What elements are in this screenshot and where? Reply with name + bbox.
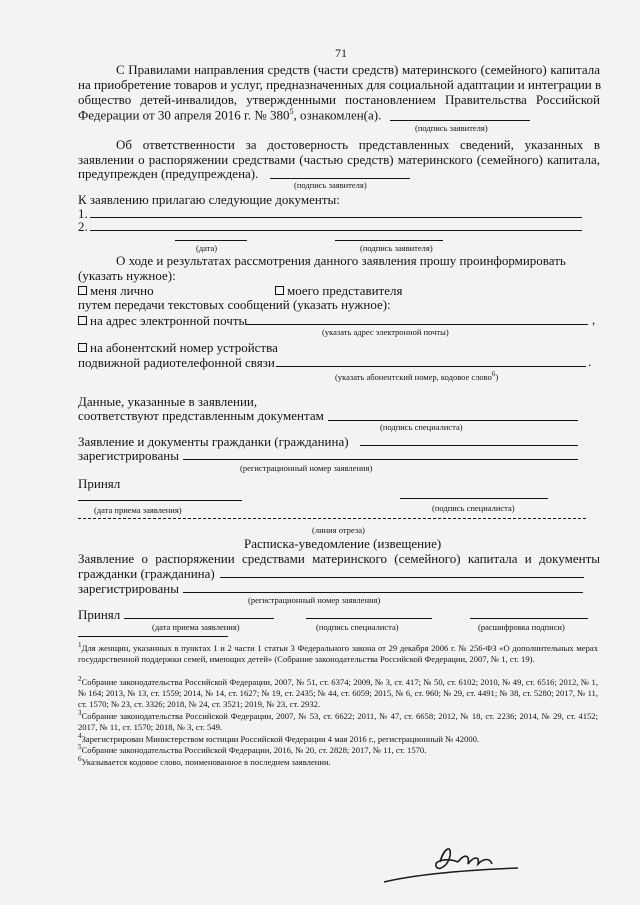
registration-number-line-1[interactable]	[183, 459, 578, 460]
footnote-5: $^5$Собрание законодательства Российской Федерации, 2016, № 20, ст. 2828; 2017, № 11, ст. 1570.	[78, 743, 427, 755]
attachment-item-2-label: 2.	[78, 219, 88, 234]
para1-line4: Федерации от 30 апреля 2016 г. № $380^5$, ознакомлен(а).	[78, 107, 382, 123]
phone-dot: .	[588, 354, 592, 369]
footnote-separator	[78, 636, 228, 637]
email-field-line[interactable]	[246, 324, 588, 325]
signature-decode-line[interactable]	[470, 618, 588, 619]
option-representative[interactable]: моего представителя	[275, 283, 402, 299]
receipt-line2: гражданки (гражданина)	[78, 566, 215, 581]
cut-line	[78, 518, 586, 519]
option-phone-line2: подвижной радиотелефонной связи	[78, 355, 275, 370]
page-number: 71	[335, 46, 347, 60]
para1-line1: С Правилами направления средств (части средств) материнского (семейного) капитала	[116, 62, 600, 77]
footnote-ref-5: 5	[289, 107, 294, 116]
applicant-signature-line-2[interactable]	[270, 178, 410, 179]
phone-field-line[interactable]	[276, 366, 586, 367]
specialist-signature-caption-3: (подпись специалиста)	[316, 622, 399, 632]
via-text-messages: путем передачи текстовых сообщений (указать нужное):	[78, 297, 391, 312]
option-email[interactable]: на адрес электронной почты	[78, 313, 247, 329]
para1-line3: общество детей-инвалидов, утвержденными постановлением Правительства Российской	[78, 92, 600, 107]
cut-line-caption: (линия отреза)	[312, 525, 365, 535]
checkbox-icon[interactable]	[78, 316, 87, 325]
applicant-signature-line-1[interactable]	[390, 120, 530, 121]
attachment-item-1-line[interactable]	[90, 217, 582, 218]
checkbox-icon[interactable]	[78, 286, 87, 295]
applicant-signature-caption-2: (подпись заявителя)	[294, 180, 367, 190]
email-comma: ,	[592, 312, 596, 327]
footnote-3: $^3$Собрание законодательства Российской Федерации, 2007, № 53, ст. 6622; 2011, № 47, ст. 6658; 2012, № 18, ст. 2236; 2014, № 29, ст. 4152; 2017, № 11, ст. 1570; 2018, № 3, ст. 549.	[78, 709, 598, 732]
data-match-line1: Данные, указанные в заявлении,	[78, 394, 258, 409]
para2-line1: Об ответственности за достоверность представленных сведений, указанных в	[116, 137, 600, 152]
specialist-signature-line-2[interactable]	[400, 498, 548, 499]
receipt-line3: зарегистрированы	[78, 581, 179, 596]
acceptance-date-caption-2: (дата приема заявления)	[152, 622, 240, 632]
receipt-line1: Заявление о распоряжении средствами материнского (семейного) капитала и документы	[78, 551, 600, 566]
registration-number-caption-1: (регистрационный номер заявления)	[240, 463, 373, 473]
applicant-signature-caption-3: (подпись заявителя)	[360, 243, 433, 253]
footnote-1: $^1$Для женщин, указанных в пунктах 1 и 2 части 1 статьи 3 Федерального закона от 29 декабря 2006 г. № 256-ФЗ «О дополнительных мерах государственной поддержки семей, имеющих детей» (Собрание законодательства Российской Федерации, 2007, № 1, ст. 19).	[78, 641, 598, 664]
handwritten-signature	[378, 840, 528, 890]
attachment-item-2-line[interactable]	[90, 230, 582, 231]
inform-line1: О ходе и результатах рассмотрения данного заявления прошу проинформировать	[116, 253, 566, 268]
para1-line2: на приобретение товаров и услуг, предназначенных для социальной адаптации и интеграции в	[78, 77, 602, 92]
acceptance-date-line-2[interactable]	[124, 618, 274, 619]
specialist-signature-line-3[interactable]	[306, 618, 432, 619]
acceptance-date-line-1[interactable]	[78, 500, 242, 501]
applicant-signature-caption-1: (подпись заявителя)	[415, 123, 488, 133]
accepted-label-2: Принял	[78, 607, 121, 622]
acceptance-date-caption-1: (дата приема заявления)	[94, 505, 182, 515]
footnote-4: $^4$Зарегистрирован Министерством юстиции Российской Федерации 4 мая 2016 г., регистрационный № 42000.	[78, 732, 480, 744]
checkbox-icon[interactable]	[275, 286, 284, 295]
specialist-signature-caption-1: (подпись специалиста)	[380, 422, 463, 432]
date-line-1[interactable]	[175, 240, 247, 241]
registration-number-caption-2: (регистрационный номер заявления)	[248, 595, 381, 605]
phone-caption: (указать абонентский номер, кодовое слово$^6$)	[335, 370, 499, 382]
option-phone[interactable]: на абонентский номер устройства	[78, 340, 278, 356]
specialist-signature-caption-2: (подпись специалиста)	[432, 503, 515, 513]
attachments-title: К заявлению прилагаю следующие документы:	[78, 192, 340, 207]
checkbox-icon[interactable]	[78, 343, 87, 352]
registration-line2: зарегистрированы	[78, 448, 179, 463]
date-caption-1: (дата)	[196, 243, 218, 253]
specialist-signature-line-1[interactable]	[328, 420, 578, 421]
inform-line2: (указать нужное):	[78, 268, 176, 283]
option-personally[interactable]: меня лично	[78, 283, 154, 299]
email-caption: (указать адрес электронной почты)	[322, 327, 449, 337]
attachment-item-1-label: 1.	[78, 206, 88, 221]
para2-line2: заявлении о распоряжении средствами (частью средств) материнского (семейного) капитала,	[78, 152, 600, 167]
signature-decode-caption: (расшифровка подписи)	[478, 622, 565, 632]
accepted-label-1: Принял	[78, 476, 121, 491]
registration-line1: Заявление и документы гражданки (гражданина)	[78, 434, 349, 449]
footnote-2: $^2$Собрание законодательства Российской Федерации, 2007, № 51, ст. 6374; 2009, № 3, ст. 417; № 50, ст. 6102; 2010, № 49, ст. 6516; 2012, № 1, № 164; 2013, № 13, ст. 1559; 2014, № 14, ст. 1627; № 19, ст. 2435; № 44, ст. 6059; 2015, № 6, ст. 960; № 29, ст. 4491; № 38, ст. 5280; 2017, № 11, ст. 1570; № 23, ст. 3326; 2018, № 24, ст. 3521; 2019, № 23, ст. 2932.	[78, 675, 598, 709]
data-match-line2: соответствуют представленным документам	[78, 408, 324, 423]
footnote-6: $^6$Указывается кодовое слово, поименованное в последнем заявлении.	[78, 755, 331, 767]
registration-number-line-2[interactable]	[183, 592, 583, 593]
applicant-signature-line-3[interactable]	[335, 240, 443, 241]
receipt-title: Расписка-уведомление (извещение)	[244, 536, 442, 551]
citizen-name-line[interactable]	[360, 445, 578, 446]
receipt-citizen-line[interactable]	[220, 577, 584, 578]
para2-line3: предупрежден (предупреждена).	[78, 166, 259, 181]
